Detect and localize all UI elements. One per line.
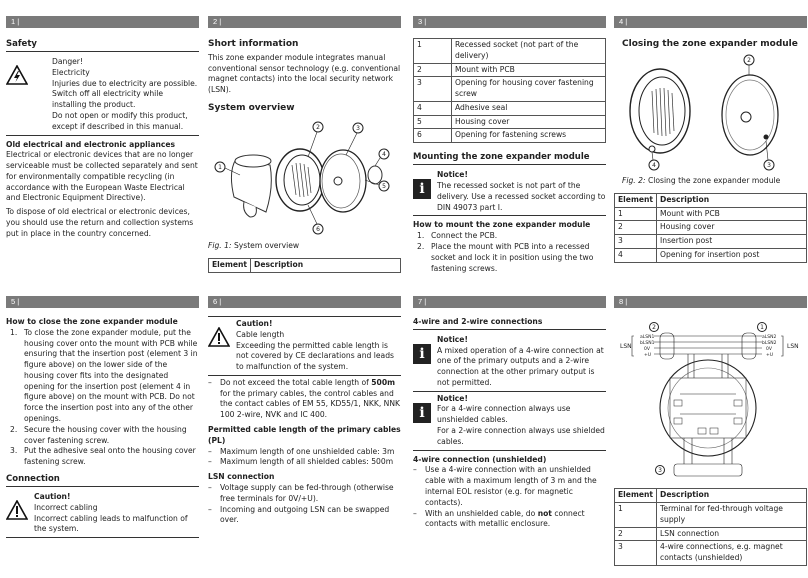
list-item: – Voltage supply can be fed-through (otherwise free terminals for 0V/+U).: [208, 483, 401, 505]
step-text: Place the mount with PCB into a recessed socket and lock it in position using the two fastening screws.: [431, 242, 594, 273]
cell-description: Terminal for fed-through voltage supply: [657, 503, 807, 528]
page-number: 3 |: [413, 16, 606, 28]
list-bold: not: [537, 508, 552, 518]
list-text: Voltage supply can be fed-through (otherwise free terminals for 0V/+U).: [220, 482, 394, 503]
danger-box: [6, 55, 199, 135]
list-item: – Incoming and outgoing LSN can be swapped over.: [208, 505, 401, 527]
list-item: – With an unshielded cable, do not connect contacts with metallic enclosure.: [413, 508, 585, 529]
terminal-label: bLSN2: [762, 341, 777, 346]
cable-bullets: [208, 378, 401, 421]
terminal-label: +U: [766, 353, 774, 358]
list-item: – Maximum length of one unshielded cable: 3m: [208, 446, 395, 456]
cell-description: Mount with PCB: [657, 207, 807, 221]
table-row: [414, 39, 606, 64]
figure-text: System overview: [233, 241, 300, 251]
seal-drawing: [368, 166, 382, 184]
th-element: Element: [615, 193, 657, 207]
system-overview-figure: [208, 117, 401, 237]
step-number: 1.: [417, 231, 425, 241]
recessed-socket-drawing: [231, 155, 271, 217]
terminal-label: aLSN1: [640, 335, 655, 340]
cell-element: 1: [414, 39, 452, 64]
callout-4: 4: [382, 150, 386, 158]
page-4: [614, 16, 807, 263]
list-item: – Do not exceed the total cable length of 500m for the primary cables, the control cables and the contact cables of EM 55, KD55/1, NKK, NNK 100 2-wire, NVK and IC 400.: [208, 377, 401, 420]
lsn-heading: LSN connection: [208, 472, 275, 482]
callout-4: 4: [652, 161, 656, 169]
caution-title: Caution!: [34, 492, 71, 501]
section-title: Safety: [6, 38, 199, 52]
cell-element: 3: [615, 235, 657, 249]
table-row: [615, 527, 807, 541]
element-table-header: [208, 258, 401, 273]
page-1: [6, 16, 199, 240]
mount-drawing: [630, 69, 690, 153]
notice-title: Notice!: [437, 393, 468, 403]
old-appliances-text: Electrical or electronic devices that are no longer serviceable must be collected separately and sent for environmentally compatible recycling (in accordance with the European Waste Electrical and Electronic Equipment Directive).: [6, 150, 198, 203]
step-number: 3.: [10, 446, 18, 456]
lsn-list: [208, 483, 401, 526]
step-number: 1.: [10, 327, 18, 337]
danger-text-2: Do not open or modify this product, except if described in this manual.: [52, 110, 188, 131]
notice-title: Notice!: [437, 334, 468, 344]
cover-drawing: [722, 75, 778, 155]
warning-icon: [208, 327, 230, 347]
callout-3: 3: [767, 161, 771, 169]
list-text: With an unshielded cable, do: [425, 508, 538, 518]
caution-subtitle: Incorrect cabling: [34, 502, 98, 512]
cell-description: 4-wire connections, e.g. magnet contacts (unshielded): [657, 541, 807, 566]
terminal-label: +U: [644, 353, 652, 358]
page-number: 1 |: [6, 16, 199, 28]
page-number: 7 |: [413, 296, 606, 308]
caution-text: Incorrect cabling leads to malfunction of the system.: [34, 513, 188, 534]
cell-description: Opening for housing cover fastening screw: [452, 77, 606, 102]
table-row: [615, 235, 807, 249]
dispose-text: To dispose of old electrical or electronic devices, you should use the return and collection systems put in place in the country concerned.: [6, 207, 194, 238]
notice-box-1: [413, 333, 606, 392]
caution-subtitle: Cable length: [236, 329, 285, 339]
table-row: [615, 503, 807, 528]
element-table: [614, 488, 807, 566]
callout-2: 2: [747, 56, 751, 64]
table-row: [414, 77, 606, 102]
cell-description: Opening for insertion post: [657, 249, 807, 263]
page-8: [614, 296, 807, 566]
page-number: 8 |: [614, 296, 807, 308]
element-table: [614, 193, 807, 263]
old-appliances-heading: Old electrical and electronic appliances: [6, 139, 176, 149]
caution-box: [6, 490, 199, 538]
list-item: [6, 425, 199, 447]
figure-caption: [208, 241, 401, 252]
callout-6: 6: [316, 225, 320, 233]
terminal-label: 0V: [766, 347, 772, 352]
notice-text-2: For a 2-wire connection always use shielded cables.: [437, 426, 605, 446]
lsn-left-label: LSN: [620, 343, 632, 350]
notice-text: A mixed operation of a 4-wire connection at one of the primary outputs and a 2-wire connection at the other primary output is not permitted.: [437, 345, 604, 387]
warning-icon: [6, 65, 28, 85]
cell-element: 2: [615, 221, 657, 235]
caution-title: Caution!: [236, 319, 273, 328]
page-number: 4 |: [614, 16, 807, 28]
th-description: Description: [657, 193, 807, 207]
cell-element: 6: [414, 129, 452, 143]
section-title: 4-wire and 2-wire connections: [413, 317, 606, 330]
info-icon: i: [413, 344, 431, 364]
list-text: Maximum length of one unshielded cable: 3m: [220, 446, 395, 456]
danger-title: Danger!: [52, 57, 83, 67]
step-number: 2.: [10, 424, 18, 434]
cell-description: Housing cover: [657, 221, 807, 235]
figure-caption: [614, 176, 807, 187]
info-icon: i: [413, 403, 431, 423]
notice-text: For a 4-wire connection always use unshielded cables.: [437, 404, 571, 425]
list-text: connect contacts with metallic enclosure.: [425, 508, 585, 529]
notice-title: Notice!: [437, 170, 468, 180]
cell-element: 4: [615, 249, 657, 263]
info-icon: i: [413, 179, 431, 199]
section-title: Closing the zone expander module: [622, 39, 798, 49]
list-text: Use a 4-wire connection with an unshielded cable with a maximum length of 3 m and the internal EOL resistor (e.g. for magnetic contacts).: [425, 465, 597, 507]
figure-label: Fig. 2:: [622, 176, 646, 186]
list-text: Maximum length of all shielded cables: 500m: [220, 457, 394, 467]
cell-description: Housing cover: [452, 115, 606, 129]
step-text: Secure the housing cover with the housing cover fastening screw.: [24, 424, 187, 445]
cell-description: Adhesive seal: [452, 101, 606, 115]
callout-2: 2: [316, 123, 320, 131]
table-row: [414, 129, 606, 143]
overview-title: System overview: [208, 102, 295, 113]
table-row: [615, 249, 807, 263]
step-text: To close the zone expander module, put the housing cover onto the mount with PCB while ensuring that the insertion post (element 3 in figure above) on the lower side of the housing cover fits into the designated opening for the insertion post (element 4 in figure above) on the mount with PCB. Do not force the insertion post into any of the other openings.: [24, 327, 198, 424]
page-3: [413, 16, 606, 274]
callout-1: 1: [218, 163, 222, 171]
closing-figure: [614, 53, 807, 173]
cell-element: 3: [615, 541, 657, 566]
callout-1: 1: [760, 324, 764, 331]
th-description: Description: [251, 258, 401, 272]
cell-element: 5: [414, 115, 452, 129]
callout-5: 5: [382, 182, 386, 190]
notice-text: The recessed socket is not part of the delivery. Use a recessed socket according to DIN 49073 part I.: [437, 181, 606, 212]
th-description: Description: [657, 489, 807, 503]
cell-element: 4: [414, 101, 452, 115]
danger-text: Injuries due to electricity are possible. Switch off all electricity while installing the product.: [52, 78, 198, 110]
terminal-label: aLSN2: [762, 335, 777, 340]
page-number: 2 |: [208, 16, 401, 28]
list-item: [6, 446, 199, 468]
cell-description: Recessed socket (not part of the delivery): [452, 39, 606, 64]
bullet-text: Do not exceed the total cable length of: [220, 377, 372, 387]
list-item: [6, 328, 199, 425]
unshielded-heading: 4-wire connection (unshielded): [413, 454, 547, 464]
page-5: [6, 296, 199, 538]
figure-text: Closing the zone expander module: [647, 176, 781, 186]
permitted-list: [208, 447, 401, 469]
page-2: [208, 16, 401, 273]
unshielded-list: [413, 465, 606, 530]
notice-box: [413, 168, 606, 216]
element-table: [413, 38, 606, 143]
terminal-label: bLSN1: [640, 341, 655, 346]
caution-box: [208, 316, 401, 376]
cell-element: 1: [615, 207, 657, 221]
cell-description: Insertion post: [657, 235, 807, 249]
cell-description: Mount with PCB: [452, 63, 606, 77]
table-row: [615, 207, 807, 221]
th-element: Element: [615, 489, 657, 503]
section-title: Short information: [208, 39, 299, 49]
table-row: [414, 63, 606, 77]
cell-element: 2: [414, 63, 452, 77]
bullet-bold: 500m: [371, 377, 396, 387]
figure-label: Fig. 1:: [208, 241, 232, 251]
notice-box-2: [413, 392, 606, 451]
step-text: Put the adhesive seal onto the housing cover fastening screw.: [24, 446, 196, 467]
list-item: [413, 242, 606, 274]
cell-element: 2: [615, 527, 657, 541]
intro-text: This zone expander module integrates manual conventional sensor technology (e.g. conventional magnet contacts) into the local security network (LSN).: [208, 52, 401, 95]
step-number: 2.: [417, 242, 425, 251]
connection-title: Connection: [6, 473, 199, 487]
caution-text: Exceeding the permitted cable length is not covered by CE declarations and leads to malfunction of the system.: [236, 340, 394, 372]
list-item: – Maximum length of all shielded cables: 500m: [208, 457, 394, 467]
table-row: [414, 101, 606, 115]
wiring-diagram: [614, 314, 807, 484]
how-to-close-heading: How to close the zone expander module: [6, 317, 178, 326]
callout-3: 3: [356, 124, 360, 132]
warning-icon: [6, 500, 28, 520]
list-item: – Use a 4-wire connection with an unshielded cable with a maximum length of 3 m and the internal EOL resistor (e.g. for magnetic contacts).: [413, 465, 606, 508]
page-number: 6 |: [208, 296, 401, 308]
permitted-length-heading: Permitted cable length of the primary cables (PL): [208, 425, 401, 445]
how-to-mount-heading: How to mount the zone expander module: [413, 220, 591, 230]
list-text: Incoming and outgoing LSN can be swapped over.: [220, 504, 390, 525]
bullet-text: for the primary cables, the control cables and the contact cables of EM 55, KD55/1, NKK, NNK 100 2-wire, NVK and IC 400.: [220, 388, 401, 420]
mount-section-title: Mounting the zone expander module: [413, 151, 606, 165]
cover-drawing: [320, 150, 366, 212]
table-row: [414, 115, 606, 129]
callout-3: 3: [658, 467, 662, 474]
list-item: [413, 231, 606, 242]
callout-2: 2: [652, 324, 656, 331]
cell-description: LSN connection: [657, 527, 807, 541]
cell-element: 1: [615, 503, 657, 528]
terminal-label: 0V: [644, 347, 650, 352]
page-number: 5 |: [6, 296, 199, 308]
close-steps: [6, 328, 199, 468]
th-element: Element: [209, 258, 251, 272]
page-7: [413, 296, 606, 530]
cell-description: Opening for fastening screws: [452, 129, 606, 143]
table-row: [615, 541, 807, 566]
cell-element: 3: [414, 77, 452, 102]
mount-steps: [413, 231, 606, 274]
table-row: [615, 221, 807, 235]
danger-subtitle: Electricity: [52, 67, 90, 77]
page-6: [208, 296, 401, 526]
step-text: Connect the PCB.: [431, 231, 498, 241]
lsn-right-label: LSN: [787, 343, 799, 350]
mount-drawing: [276, 149, 324, 211]
